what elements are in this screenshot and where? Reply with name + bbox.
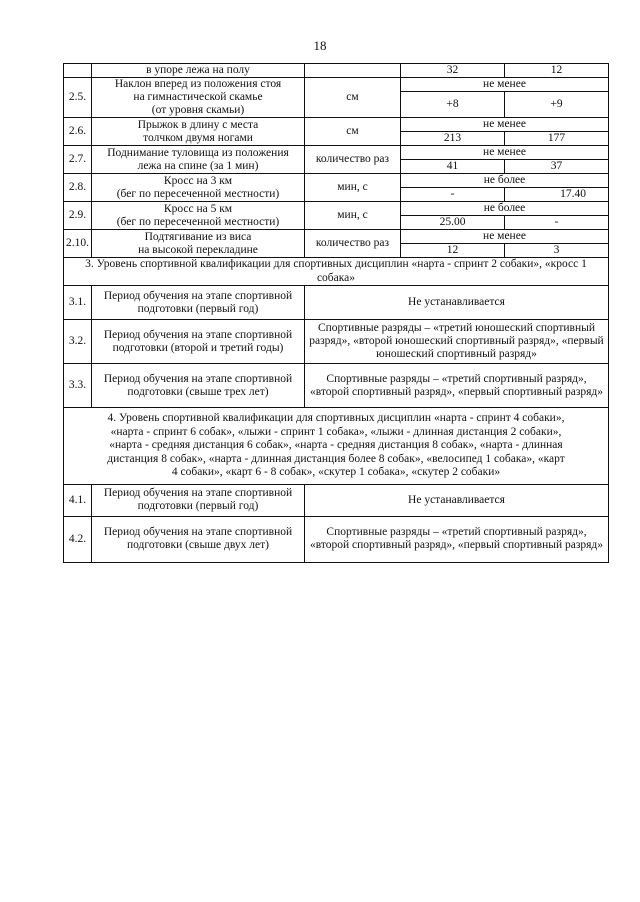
condition-cell: не менее bbox=[401, 146, 609, 160]
value-female: 37 bbox=[505, 160, 609, 174]
row-number: 3.3. bbox=[64, 364, 92, 408]
unit-cell: см bbox=[305, 118, 401, 146]
unit-cell: мин, с bbox=[305, 202, 401, 230]
value-male: 213 bbox=[401, 132, 505, 146]
unit-cell bbox=[305, 64, 401, 78]
value-male: 25.00 bbox=[401, 216, 505, 230]
requirement-cell: Спортивные разряды – «третий юношеский спортивный разряд», «второй юношеский спортивный разряд», «первый юношеский спортивный разряд» bbox=[305, 320, 609, 364]
exercise-name: Прыжок в длину с места толчком двумя ногами bbox=[92, 118, 305, 146]
section-4-title: 4. Уровень спортивной квалификации для спортивных дисциплин «нарта - спринт 4 собаки», «нарта - спринт 6 собак», «лыжи - спринт 1 собака», «лыжи - длинная дистанция 2 собаки», «нарта - средняя дистанция 6 собак», «нарта - средняя дистанция 8 собак», «нарта - длинная дистанция 8 собак», «нарта - длинная дистанция более 8 собак», «велосипед 1 собака», «карт 4 собаки», «карт 6 - 8 собак», «скутер 1 собака», «скутер 2 собаки» bbox=[64, 408, 609, 485]
period-cell: Период обучения на этапе спортивной подготовки (второй и третий годы) bbox=[92, 320, 305, 364]
requirement-cell: Не устанавливается bbox=[305, 484, 609, 516]
norms-table bbox=[63, 63, 609, 563]
value-female: +9 bbox=[505, 92, 609, 118]
period-cell: Период обучения на этапе спортивной подготовки (свыше двух лет) bbox=[92, 516, 305, 562]
row-number: 4.1. bbox=[64, 484, 92, 516]
row-number: 2.10. bbox=[64, 230, 92, 258]
value-male: 32 bbox=[401, 64, 505, 78]
value-female: 3 bbox=[505, 244, 609, 258]
exercise-name: Наклон вперед из положения стоя на гимнастической скамье (от уровня скамьи) bbox=[92, 78, 305, 118]
table-row bbox=[64, 202, 609, 216]
section-header-row bbox=[64, 408, 609, 485]
value-male: 41 bbox=[401, 160, 505, 174]
requirement-cell: Спортивные разряды – «третий спортивный разряд», «второй спортивный разряд», «первый спортивный разряд» bbox=[305, 364, 609, 408]
row-number: 2.9. bbox=[64, 202, 92, 230]
table-row bbox=[64, 118, 609, 132]
condition-cell: не более bbox=[401, 202, 609, 216]
requirement-cell: Спортивные разряды – «третий спортивный разряд», «второй спортивный разряд», «первый спортивный разряд» bbox=[305, 516, 609, 562]
period-cell: Период обучения на этапе спортивной подготовки (первый год) bbox=[92, 484, 305, 516]
value-female: 177 bbox=[505, 132, 609, 146]
period-cell: Период обучения на этапе спортивной подготовки (первый год) bbox=[92, 286, 305, 320]
value-female: 12 bbox=[505, 64, 609, 78]
table-row bbox=[64, 146, 609, 160]
value-male: +8 bbox=[401, 92, 505, 118]
unit-cell: см bbox=[305, 78, 401, 118]
row-number bbox=[64, 64, 92, 78]
page-number: 18 bbox=[313, 38, 327, 53]
condition-cell: не менее bbox=[401, 118, 609, 132]
requirement-cell: Не устанавливается bbox=[305, 286, 609, 320]
row-number: 2.8. bbox=[64, 174, 92, 202]
unit-cell: количество раз bbox=[305, 230, 401, 258]
table-row bbox=[64, 230, 609, 244]
row-number: 2.5. bbox=[64, 78, 92, 118]
value-male: 12 bbox=[401, 244, 505, 258]
section-3-title: 3. Уровень спортивной квалификации для спортивных дисциплин «нарта - спринт 2 собаки», «кросс 1 собака» bbox=[64, 258, 609, 286]
table-row bbox=[64, 516, 609, 562]
exercise-name: Подтягивание из виса на высокой перекладине bbox=[92, 230, 305, 258]
exercise-name: Поднимание туловища из положения лежа на спине (за 1 мин) bbox=[92, 146, 305, 174]
condition-cell: не менее bbox=[401, 78, 609, 92]
exercise-name: Кросс на 3 км (бег по пересеченной местности) bbox=[92, 174, 305, 202]
row-number: 2.7. bbox=[64, 146, 92, 174]
condition-cell: не менее bbox=[401, 230, 609, 244]
unit-cell: мин, с bbox=[305, 174, 401, 202]
condition-cell: не более bbox=[401, 174, 609, 188]
row-number: 3.1. bbox=[64, 286, 92, 320]
table-row bbox=[64, 64, 609, 78]
table-row bbox=[64, 364, 609, 408]
table-row bbox=[64, 174, 609, 188]
unit-cell: количество раз bbox=[305, 146, 401, 174]
exercise-name: Кросс на 5 км (бег по пересеченной местности) bbox=[92, 202, 305, 230]
row-number: 2.6. bbox=[64, 118, 92, 146]
table-row bbox=[64, 286, 609, 320]
table-row bbox=[64, 484, 609, 516]
row-number: 3.2. bbox=[64, 320, 92, 364]
table-row bbox=[64, 78, 609, 92]
section-header-row bbox=[64, 258, 609, 286]
value-male: - bbox=[401, 188, 505, 202]
exercise-name: в упоре лежа на полу bbox=[92, 64, 305, 78]
value-female: - bbox=[505, 216, 609, 230]
row-number: 4.2. bbox=[64, 516, 92, 562]
period-cell: Период обучения на этапе спортивной подготовки (свыше трех лет) bbox=[92, 364, 305, 408]
value-female: 17.40 bbox=[505, 188, 609, 202]
table-row bbox=[64, 320, 609, 364]
